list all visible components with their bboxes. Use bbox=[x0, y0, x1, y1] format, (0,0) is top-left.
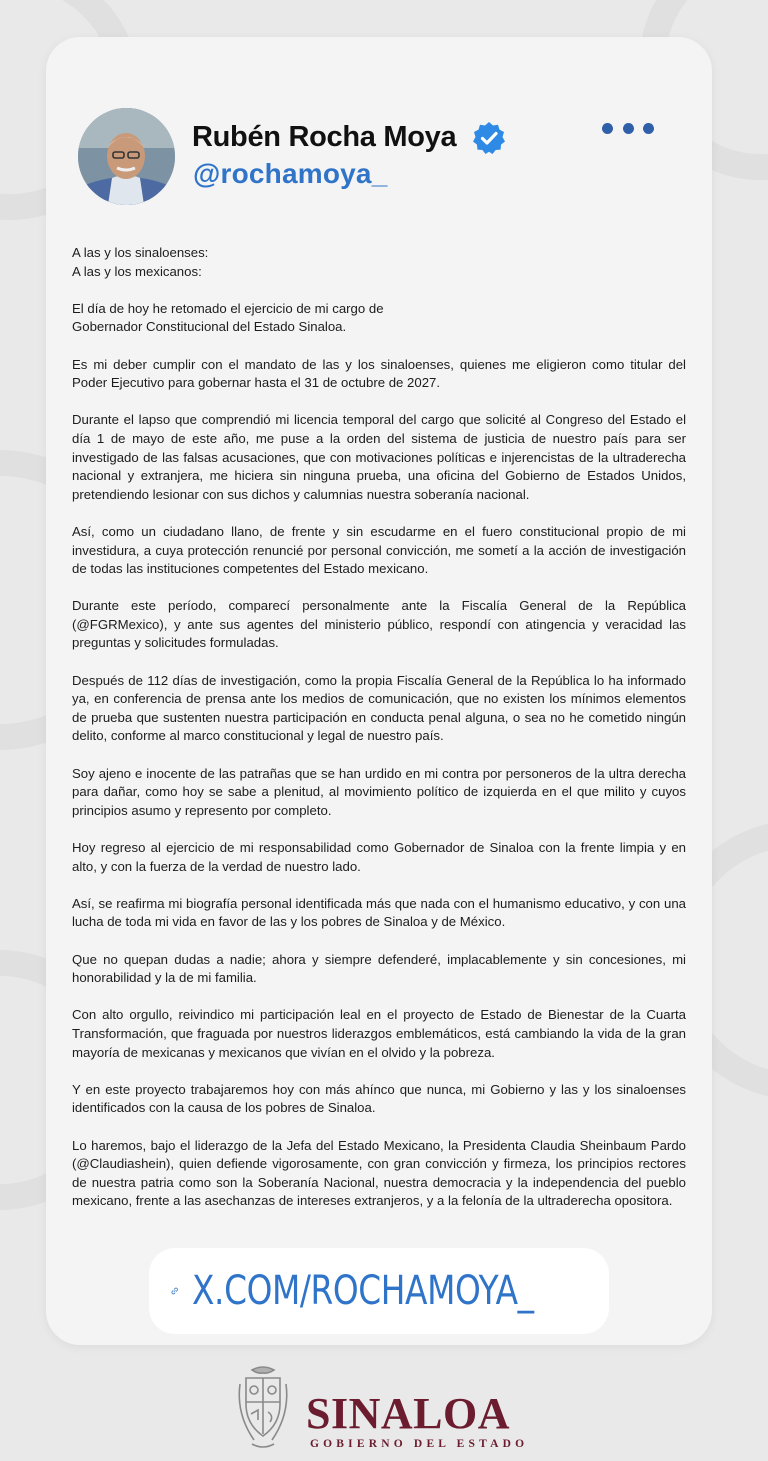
profile-link-text[interactable]: X.COM/ROCHAMOYA_ bbox=[192, 1268, 534, 1314]
link-icon bbox=[171, 1267, 178, 1315]
paragraph: Después de 112 días de investigación, como la propia Fiscalía General de la República lo ha informado ya, en conferencia de prensa ante los medios de comunicación, que no existen los mínimos elementos de prueba que sustenten nuestra participación en conducta penal alguna, o sea no he cometido ningún delito, conforme al marco constitucional y legal de nuestro país. bbox=[72, 672, 686, 744]
paragraph: Lo haremos, bajo el liderazgo de la Jefa del Estado Mexicano, la Presidenta Claudia Sheinbaum Pardo (@Claudiashein), quien defiende vigorosamente, con gran convicción y firmeza, los principios rectores de nuestra patria como son la Soberanía Nacional, nuestra democracia y la independencia del pueblo mexicano, frente a las asechanzas de intereses extranjeros, y a la felonía de la ultraderecha opositora. bbox=[72, 1137, 686, 1209]
paragraph: Que no quepan dudas a nadie; ahora y siempre defenderé, implacablemente y sin concesiones, mi honorabilidad y la de mi familia. bbox=[72, 951, 686, 986]
greeting-line: A las y los sinaloenses: bbox=[72, 245, 209, 260]
paragraph: Soy ajeno e inocente de las patrañas que se han urdido en mi contra por personeros de la ultra derecha para dañar, como hoy se sabe a plenitud, al movimiento político de izquierda en el que milito y cuyos principios asumo y represento por completo. bbox=[72, 765, 686, 818]
paragraph: Durante el lapso que comprendió mi licencia temporal del cargo que solicité al Congreso del Estado el día 1 de mayo de este año, me puse a la orden del sistema de justicia de nuestro país para ser investigado de las falsas acusaciones, que con motivaciones políticas e injerencistas de la ultraderecha nacional y extranjera, me hiciera sin ninguna prueba, una oficina del Gobierno de Estados Unidos, pretendiendo lesionar con sus dichos y calumnias nuestra soberanía nacional. bbox=[72, 412, 686, 502]
paragraph: Hoy regreso al ejercicio de mi responsabilidad como Gobernador de Sinaloa con la frente limpia y en alto, y con la fuerza de la verdad de nuestro lado. bbox=[72, 840, 686, 874]
profile-avatar[interactable] bbox=[78, 108, 175, 205]
profile-link-button[interactable] bbox=[149, 1248, 609, 1334]
paragraph: Con alto orgullo, reivindico mi participación leal en el proyecto de Estado de Bienestar de la Cuarta Transformación, que fraguada por nuestros liderazgos emblemáticos, está cambiando la vida de la gran mayoría de mexicanas y mexicanos que vivían en el olvido y la pobreza. bbox=[72, 1007, 686, 1060]
profile-name[interactable]: Rubén Rocha Moya bbox=[192, 121, 457, 153]
government-footer bbox=[230, 1360, 550, 1455]
verified-badge-icon bbox=[472, 121, 506, 155]
post-body bbox=[72, 244, 686, 1211]
paragraph: Y en este proyecto trabajaremos hoy con más ahínco que nunca, mi Gobierno y las y los sinaloenses identificados con la causa de los pobres de Sinaloa. bbox=[72, 1081, 686, 1116]
paragraph: Así, se reafirma mi biografía personal identificada más que nada con el humanismo educativo, y con una lucha de toda mi vida en favor de las y los pobres de Sinaloa y de México. bbox=[72, 895, 686, 930]
more-dots-icon[interactable] bbox=[602, 121, 654, 135]
profile-handle[interactable]: @rochamoya_ bbox=[193, 158, 388, 189]
paragraph: Es mi deber cumplir con el mandato de las y los sinaloenses, quienes me eligieron como titular del Poder Ejecutivo para gobernar hasta el 31 de octubre de 2027. bbox=[72, 356, 686, 391]
sinaloa-subtitle: GOBIERNO DEL ESTADO bbox=[310, 1438, 529, 1450]
greeting-line: A las y los mexicanos: bbox=[72, 263, 202, 279]
post-card bbox=[46, 37, 712, 1345]
paragraph: Durante este período, comparecí personalmente ante la Fiscalía General de la República (@FGRMexico), y ante sus agentes del ministerio público, respondí con atingencia y veracidad las preguntas y solicitudes formuladas. bbox=[72, 598, 686, 651]
paragraph: Así, como un ciudadano llano, de frente y sin escudarme en el fuero constitucional propio de mi investidura, a cuya protección renuncié por personal convicción, me sometí a la acción de investigación de todas las instituciones competentes del Estado mexicano. bbox=[72, 523, 686, 577]
sinaloa-seal-icon bbox=[234, 1364, 292, 1450]
sinaloa-brand: SINALOA bbox=[306, 1389, 510, 1438]
paragraph: El día de hoy he retomado el ejercicio de mi cargo de Gobernador Constitucional del Estado Sinaloa. bbox=[72, 300, 384, 335]
